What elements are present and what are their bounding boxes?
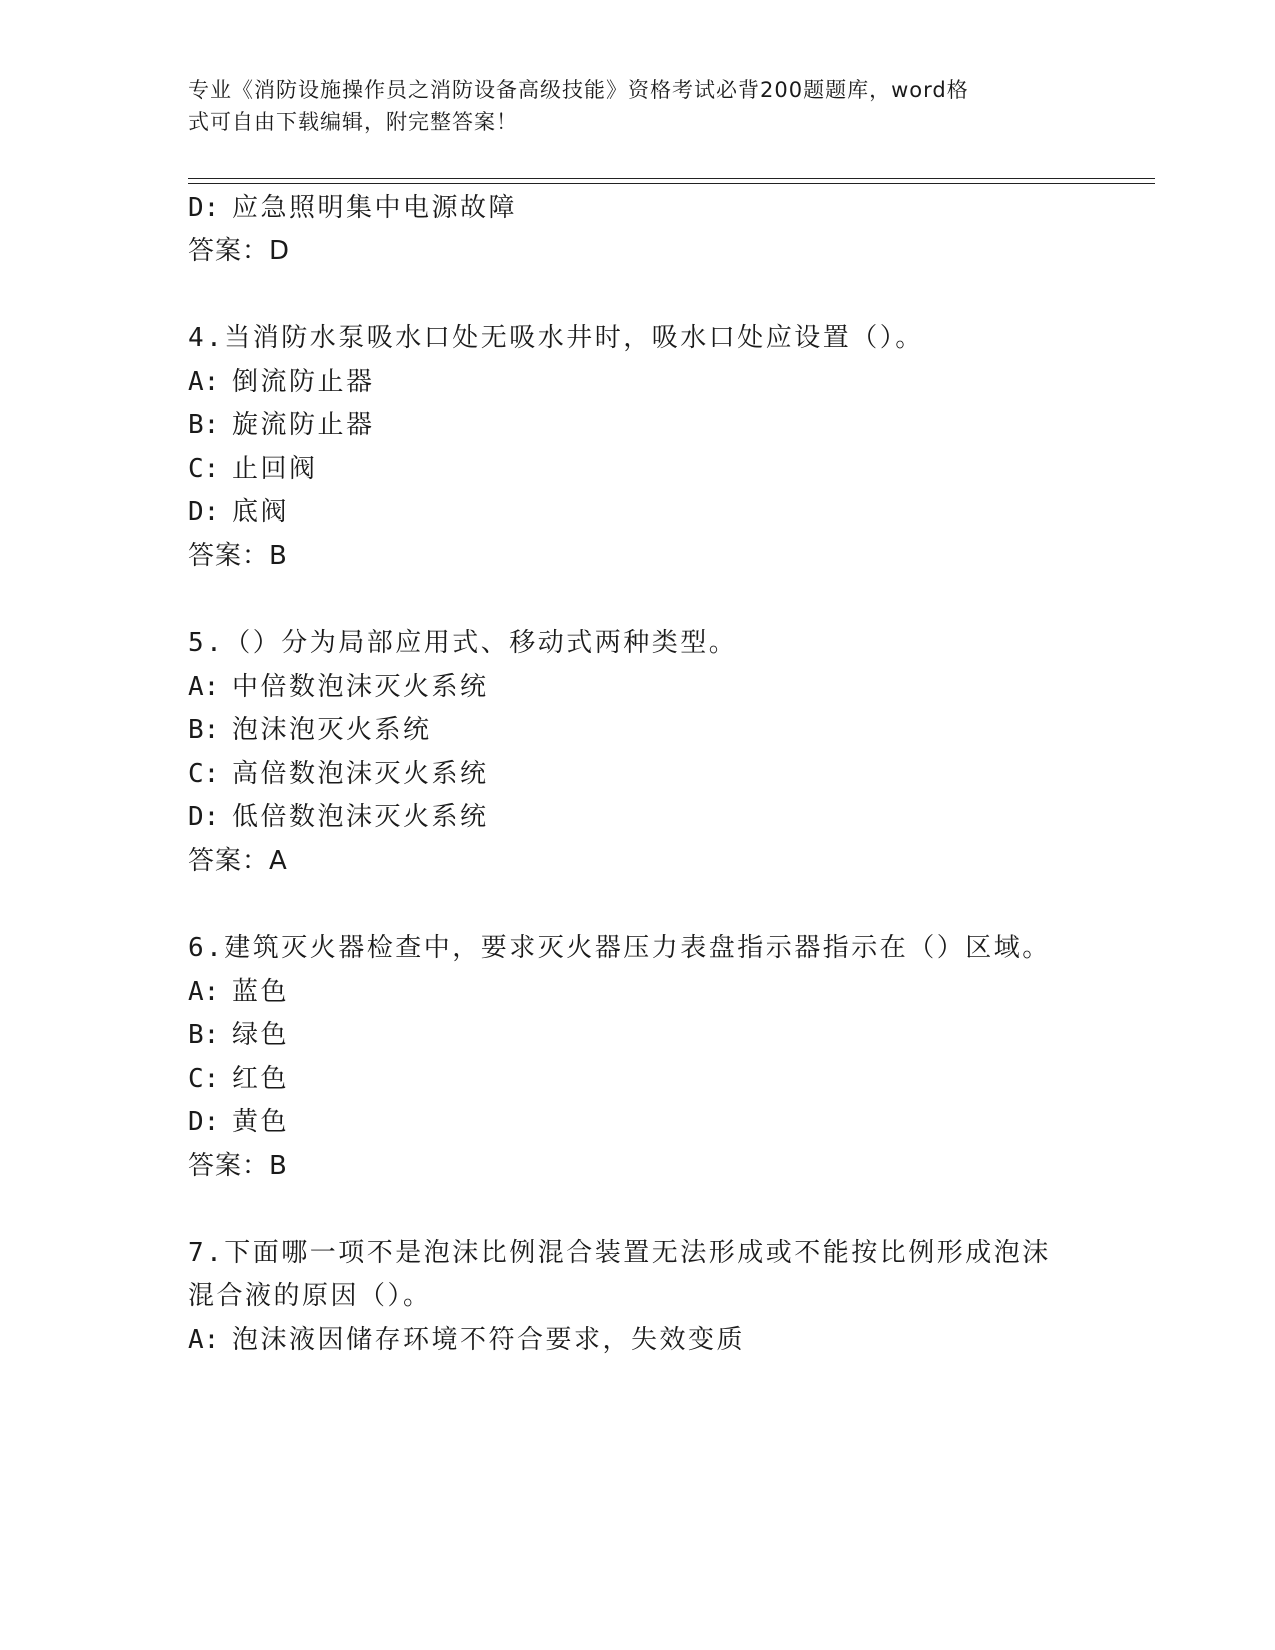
option-text: 泡沫泡灭火系统 bbox=[232, 715, 432, 745]
option-prefix: A: bbox=[188, 977, 220, 1007]
header-divider-top bbox=[188, 178, 1155, 179]
option-prefix: D: bbox=[188, 1107, 220, 1137]
q4-answer: 答案：B bbox=[188, 541, 288, 571]
option-text: 低倍数泡沫灭火系统 bbox=[232, 802, 489, 832]
option-text: 泡沫液因储存环境不符合要求，失效变质 bbox=[232, 1325, 746, 1355]
q7-stem-line-1: 7.下面哪一项不是泡沫比例混合装置无法形成或不能按比例形成泡沫 bbox=[188, 1238, 1051, 1268]
q4-option-a bbox=[188, 364, 375, 400]
option-prefix: A: bbox=[188, 367, 220, 397]
option-prefix: B: bbox=[188, 715, 220, 745]
header-title-line-2: 式可自由下载编辑，附完整答案！ bbox=[188, 110, 518, 134]
option-text: 蓝色 bbox=[232, 977, 290, 1007]
q5-option-a bbox=[188, 669, 489, 705]
option-text: 止回阀 bbox=[232, 454, 318, 484]
q7-stem-line-2: 混合液的原因（）。 bbox=[188, 1281, 432, 1311]
q4-option-d bbox=[188, 494, 289, 530]
document-header bbox=[188, 74, 1068, 138]
option-prefix: C: bbox=[188, 759, 220, 789]
option-text: 底阀 bbox=[232, 497, 290, 527]
q5-option-b bbox=[188, 712, 432, 748]
option-text: 黄色 bbox=[232, 1107, 290, 1137]
option-prefix: D: bbox=[188, 497, 220, 527]
q6-option-a bbox=[188, 974, 289, 1010]
q4-option-b bbox=[188, 407, 375, 443]
q6-option-d bbox=[188, 1104, 289, 1140]
option-prefix: A: bbox=[188, 1325, 220, 1355]
option-prefix: C: bbox=[188, 454, 220, 484]
q7-option-a bbox=[188, 1322, 745, 1358]
option-prefix: D: bbox=[188, 193, 220, 223]
option-text: 高倍数泡沫灭火系统 bbox=[232, 759, 489, 789]
q3-option-d bbox=[188, 190, 517, 226]
option-text: 绿色 bbox=[232, 1020, 290, 1050]
option-prefix: B: bbox=[188, 1020, 220, 1050]
option-text: 旋流防止器 bbox=[232, 410, 375, 440]
q6-answer: 答案：B bbox=[188, 1151, 288, 1181]
option-text: 应急照明集中电源故障 bbox=[232, 193, 518, 223]
q3-answer: 答案：D bbox=[188, 236, 291, 266]
option-prefix: A: bbox=[188, 672, 220, 702]
option-text: 红色 bbox=[232, 1064, 290, 1094]
option-prefix: B: bbox=[188, 410, 220, 440]
q6-option-b bbox=[188, 1017, 289, 1053]
option-prefix: C: bbox=[188, 1064, 220, 1094]
q6-option-c bbox=[188, 1061, 289, 1097]
option-text: 中倍数泡沫灭火系统 bbox=[232, 672, 489, 702]
header-divider-bottom bbox=[188, 183, 1155, 184]
q5-option-c bbox=[188, 756, 489, 792]
option-prefix: D: bbox=[188, 802, 220, 832]
q5-option-d bbox=[188, 799, 489, 835]
header-title-line-1: 专业《消防设施操作员之消防设备高级技能》资格考试必背200题题库，word格 bbox=[188, 78, 969, 102]
q5-answer: 答案：A bbox=[188, 846, 288, 876]
option-text: 倒流防止器 bbox=[232, 367, 375, 397]
q6-stem: 6.建筑灭火器检查中，要求灭火器压力表盘指示器指示在（）区域。 bbox=[188, 933, 1051, 963]
q5-stem: 5.（）分为局部应用式、移动式两种类型。 bbox=[188, 628, 738, 658]
q4-stem: 4.当消防水泵吸水口处无吸水井时，吸水口处应设置（）。 bbox=[188, 323, 924, 353]
q4-option-c bbox=[188, 451, 318, 487]
